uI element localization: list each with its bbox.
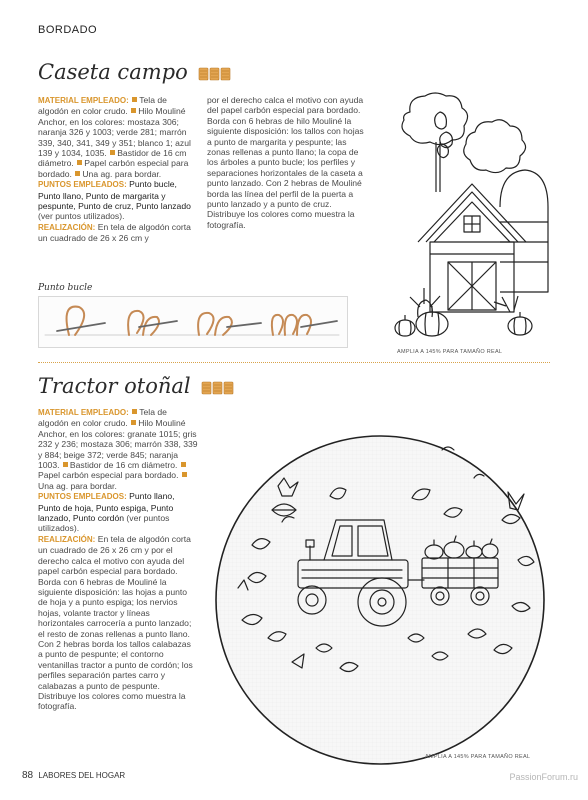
bullet-icon [77,160,82,165]
material-item: Bastidor de 16 cm diámetro. [69,460,178,471]
stitch-caption: Punto bucle [38,283,93,293]
page-number: 88 [22,770,34,781]
stitches-note: (ver puntos utilizados). [38,513,170,534]
material-item: Hilo Mouliné Anchor, en los colores: mostaza 306; naranja 326 y 1003; verde 281; marrón 339, 340, 341, 349 y 351; blanco 1; azul 139 y 1034, 1035. [38,106,191,159]
realization-label: REALIZACIÓN: [38,222,96,232]
stitch-demo [38,296,348,348]
magazine-name: LABORES DEL HOGAR [38,771,126,780]
bullet-icon [75,171,80,176]
section-tag: BORDADO [38,24,98,36]
material-item: Papel carbón especial para bordado. [38,158,189,179]
material-label: MATERIAL EMPLEADO: [38,96,129,105]
project1-materials [38,95,198,244]
material-item: Papel carbón especial para bordado. [38,470,179,481]
stitches-label: PUNTOS EMPLEADOS: [38,492,127,502]
spool-icon [198,67,232,81]
material-item: Bastidor de 16 cm diámetro. [38,148,187,169]
instructions-text: por el derecho calca el motivo con ayuda del papel carbón especial para bordado. Borda con 6 hebras de hilo Mouliné la siguiente disposición: los tallos con hojas a punto de margarita y pespunte; las zonas rellenas a punto llano; la copa de los árboles a punto bucle; los perfiles y separaciones horizontales de la caseta a punto lanzado. Con 2 hebras de Mouliné borda las línea del perfil de la puerta a punto lanzado y a punto de cruz. Distribuye los colores como muestra la fotografía. [207,95,364,230]
bullet-icon [131,420,136,425]
material-item: Una ag. para bordar. [82,168,162,179]
material-item: Hilo Mouliné Anchor, en los colores: granate 1015; gris 232 y 236; mostaza 306; marrón 338, 339 y 884; beige 372; verde 845; naranja 1003. [38,418,198,471]
image-caption-2: AMPLIA A 145% PARA TAMAÑO REAL [425,754,531,760]
stitches-label: PUNTOS EMPLEADOS: [38,180,127,190]
bullet-icon [132,409,137,414]
realization-text: En tela de algodón corta un cuadrado de 26 x 26 cm y [38,221,191,244]
barn-illustration [380,92,560,342]
tractor-hoop-illustration [212,410,564,768]
bullet-icon [63,462,68,467]
stitches-text: Punto bucle, Punto llano, Punto de margarita y pespunte, Punto de cruz, Punto lanzado [38,179,191,212]
stitches-note: (ver puntos utilizados). [38,211,125,222]
material-label: MATERIAL EMPLEADO: [38,408,129,417]
realization-text: En tela de algodón corta un cuadrado de 26 x 26 cm y por el derecho calca el motivo con ayuda del papel carbón especial para bordado. Borda con 6 hebras de Mouliné la siguiente disposición: las hojas a punto de hoja y a punto espiga; los nervios hojas, volante tractor y líneas horizontales carrocería a punto lanzado; el resto de zonas rellenas a punto llano. Con 2 hebras borda los tallos calabazas a punto de pespunte; el contorno ventanillas tractor a punto de cordón; los perfiles separación partes carro y calabazas a punto de pespunte. Distribuye los colores como muestra la fotografía. [38,533,193,712]
material-item: Tela de algodón en color crudo. [38,407,167,429]
spool-icon [201,381,235,395]
project1-instructions [207,95,367,230]
project1-title [38,60,232,84]
realization-label: REALIZACIÓN: [38,534,96,544]
material-item: Tela de algodón en color crudo. [38,95,167,117]
project2-title [38,374,235,398]
stitches-text: Punto llano, Punto de hoja, Punto espiga, Punto lanzado, Punto cordón [38,491,175,524]
watermark: PassionForum.ru [509,772,578,782]
bullet-icon [182,472,187,477]
bullet-icon [132,97,137,102]
image-caption-1: AMPLIA A 145% PARA TAMAÑO REAL [397,349,503,355]
section-divider [38,362,550,363]
project2-title-text: Tractor otoñal [38,374,191,398]
project2-materials [38,407,198,712]
bullet-icon [110,150,115,155]
project1-title-text: Caseta campo [38,60,188,84]
bullet-icon [181,462,186,467]
bullet-icon [131,108,136,113]
page-footer [22,770,125,781]
material-item: Una ag. para bordar. [38,480,117,491]
